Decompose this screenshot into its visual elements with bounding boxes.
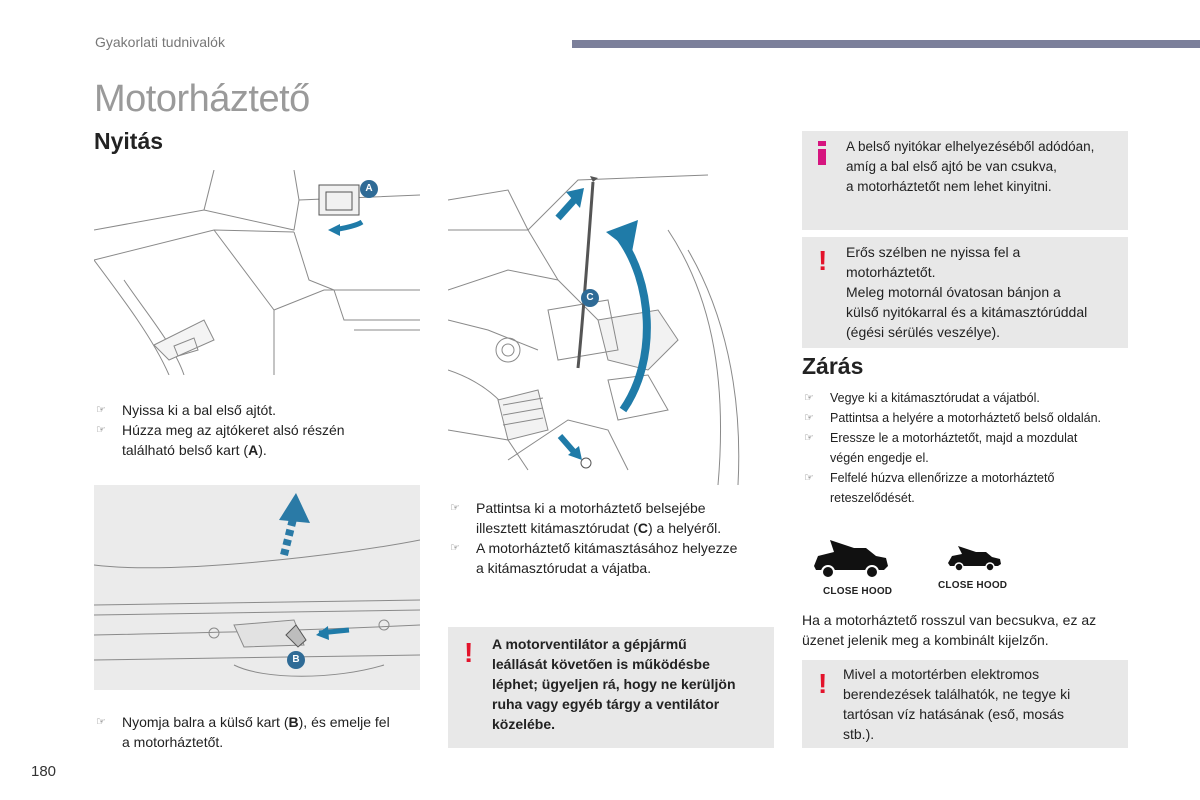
bullet-unclip-rod: ☞ Pattintsa ki a motorháztető belsejébe illesztett kitámasztórudat (C) a helyéről. [450, 500, 722, 536]
hood-message-text: Ha a motorháztető rosszul van becsukva, ez az üzenet jelenik meg a kombinált kijelzőn. [802, 612, 1097, 648]
badge-a: A [360, 180, 378, 198]
figure-prop-rod [448, 170, 774, 485]
bullet-check-latch: ☞ Felfelé húzva ellenőrizze a motorháztető reteszelődését. [802, 468, 1142, 508]
info-box-text: A belső nyitókar elhelyezéséből adódóan, amíg a bal első ajtó be van csukva, a motorháztetőt nem lehet kinyitni. [846, 139, 1095, 194]
bullet-push-lever: ☞ Nyomja balra a külső kart (B), és emelje fel a motorháztetőt. [96, 714, 390, 750]
warning-box-fan [448, 627, 774, 748]
info-icon [816, 141, 828, 165]
warning-fan-text: A motorventilátor a gépjármű leállását követően is működésbe léphet; ügyeljen rá, hogy ne kerüljön ruha vagy egyéb tárgy a ventilátor közelébe. [492, 636, 736, 732]
bullet-icon: ☞ [96, 404, 106, 416]
bullet-icon: ☞ [96, 424, 106, 436]
bullets-prop-rod [448, 498, 778, 578]
bullets-external-lever [94, 712, 424, 752]
page-number: 180 [31, 763, 57, 780]
close-hood-label: CLOSE HOOD [938, 580, 1008, 591]
warning-icon: ! [818, 245, 828, 276]
figure-door-lever [94, 170, 420, 375]
zaras-heading: Zárás [802, 353, 864, 379]
close-hood-indicator-small [938, 543, 1018, 595]
close-hood-label: CLOSE HOOD [823, 586, 893, 597]
bullet-clip-rod: ☞ Pattintsa a helyére a motorháztető belső oldalán. [802, 408, 1142, 428]
bullet-remove-rod: ☞ Vegye ki a kitámasztórudat a vájatból. [802, 388, 1142, 408]
warning-electric-text: Mivel a motortérben elektromos berendezések találhatók, ne tegye ki tartósan víz hatásának (eső, mosás stb.). [843, 666, 1071, 742]
bullet-pull-lever: ☞ Húzza meg az ajtókeret alsó részén található belső kart (A). [96, 422, 345, 458]
nyitas-heading: Nyitás [94, 128, 164, 154]
bullet-icon: ☞ [804, 412, 814, 424]
external-lever-illustration [94, 485, 420, 690]
bullet-icon: ☞ [804, 392, 814, 404]
bullet-open-door: ☞ Nyissa ki a bal első ajtót. [96, 402, 277, 418]
bullet-icon: ☞ [96, 716, 106, 728]
warning-icon: ! [818, 668, 828, 699]
header-accent-bar [572, 40, 1200, 48]
badge-c: C [581, 289, 599, 307]
bullets-open-door [94, 400, 424, 460]
warning-wind-text: Erős szélben ne nyissa fel a motorháztetőt. Meleg motornál óvatosan bánjon a külső nyitókarral és a kitámasztórúddal (égési sérülés veszélye). [846, 244, 1088, 340]
door-lever-illustration [94, 170, 420, 375]
car-open-hood-icon [944, 543, 1004, 573]
warning-box-wind [802, 237, 1128, 348]
warning-icon: ! [464, 637, 474, 668]
close-hood-indicator-large [808, 536, 898, 598]
section-label: Gyakorlati tudnivalók [95, 34, 225, 50]
info-box [802, 131, 1128, 230]
bullet-icon: ☞ [450, 542, 460, 554]
badge-b: B [287, 651, 305, 669]
figure-external-lever [94, 485, 420, 690]
prop-rod-illustration [448, 170, 774, 485]
warning-box-electric [802, 660, 1128, 748]
bullet-lower-hood: ☞ Eressze le a motorháztetőt, majd a mozdulat végén engedje el. [802, 428, 1142, 468]
car-open-hood-icon [808, 536, 890, 580]
bullets-closing [802, 388, 1142, 508]
page-title: Motorháztető [94, 78, 310, 120]
bullet-place-rod: ☞ A motorháztető kitámasztásához helyezze a kitámasztórudat a vájatba. [450, 540, 738, 576]
bullet-icon: ☞ [804, 432, 814, 444]
bullet-icon: ☞ [450, 502, 460, 514]
bullet-icon: ☞ [804, 472, 814, 484]
